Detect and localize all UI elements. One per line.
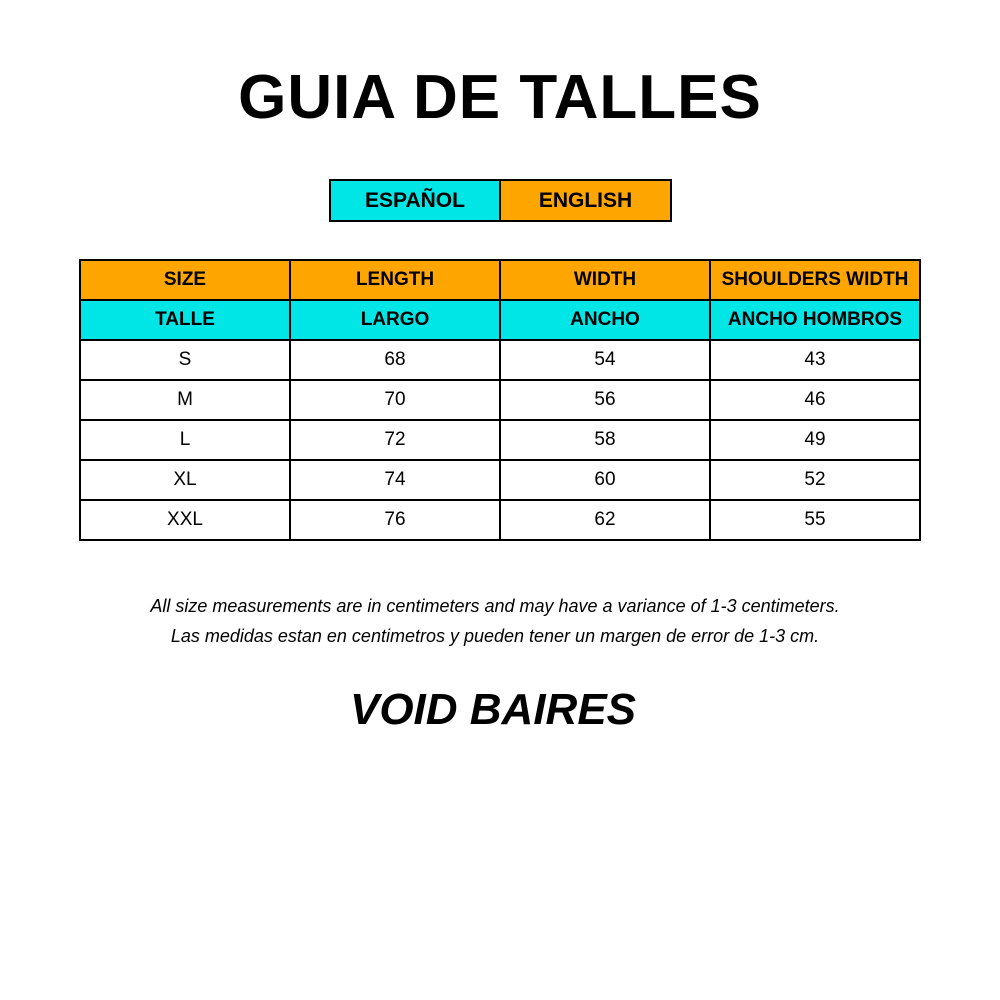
legend-spanish: ESPAÑOL bbox=[331, 181, 501, 220]
page-title: GUIA DE TALLES bbox=[238, 63, 762, 132]
cell-size: M bbox=[80, 380, 290, 420]
cell-length: 74 bbox=[290, 460, 500, 500]
header-ancho-hombros: ANCHO HOMBROS bbox=[710, 300, 920, 340]
table-row bbox=[80, 460, 920, 500]
cell-shoulders: 49 bbox=[710, 420, 920, 460]
table-row bbox=[80, 500, 920, 540]
table-row bbox=[80, 340, 920, 380]
cell-shoulders: 52 bbox=[710, 460, 920, 500]
cell-length: 76 bbox=[290, 500, 500, 540]
header-width: WIDTH bbox=[500, 260, 710, 300]
cell-length: 70 bbox=[290, 380, 500, 420]
cell-width: 56 bbox=[500, 380, 710, 420]
cell-width: 62 bbox=[500, 500, 710, 540]
header-length: LENGTH bbox=[290, 260, 500, 300]
cell-size: XXL bbox=[80, 500, 290, 540]
note-english: All size measurements are in centimeters and may have a variance of 1-3 centimeters. bbox=[150, 596, 840, 616]
cell-length: 68 bbox=[290, 340, 500, 380]
cell-size: XL bbox=[80, 460, 290, 500]
header-talle: TALLE bbox=[80, 300, 290, 340]
cell-shoulders: 46 bbox=[710, 380, 920, 420]
cell-shoulders: 43 bbox=[710, 340, 920, 380]
header-ancho: ANCHO bbox=[500, 300, 710, 340]
cell-size: L bbox=[80, 420, 290, 460]
header-shoulders-width: SHOULDERS WIDTH bbox=[710, 260, 920, 300]
header-row-spanish bbox=[80, 300, 920, 340]
table-row bbox=[80, 380, 920, 420]
cell-shoulders: 55 bbox=[710, 500, 920, 540]
table-row bbox=[80, 420, 920, 460]
cell-width: 58 bbox=[500, 420, 710, 460]
header-largo: LARGO bbox=[290, 300, 500, 340]
cell-width: 54 bbox=[500, 340, 710, 380]
brand-name: VOID BAIRES bbox=[349, 685, 637, 734]
header-size: SIZE bbox=[80, 260, 290, 300]
header-row-english bbox=[80, 260, 920, 300]
cell-width: 60 bbox=[500, 460, 710, 500]
note-spanish: Las medidas estan en centimetros y pueden tener un margen de error de 1-3 cm. bbox=[170, 626, 820, 646]
language-legend bbox=[329, 179, 672, 222]
legend-english: ENGLISH bbox=[501, 181, 670, 220]
cell-size: S bbox=[80, 340, 290, 380]
size-chart-table bbox=[79, 259, 921, 541]
cell-length: 72 bbox=[290, 420, 500, 460]
